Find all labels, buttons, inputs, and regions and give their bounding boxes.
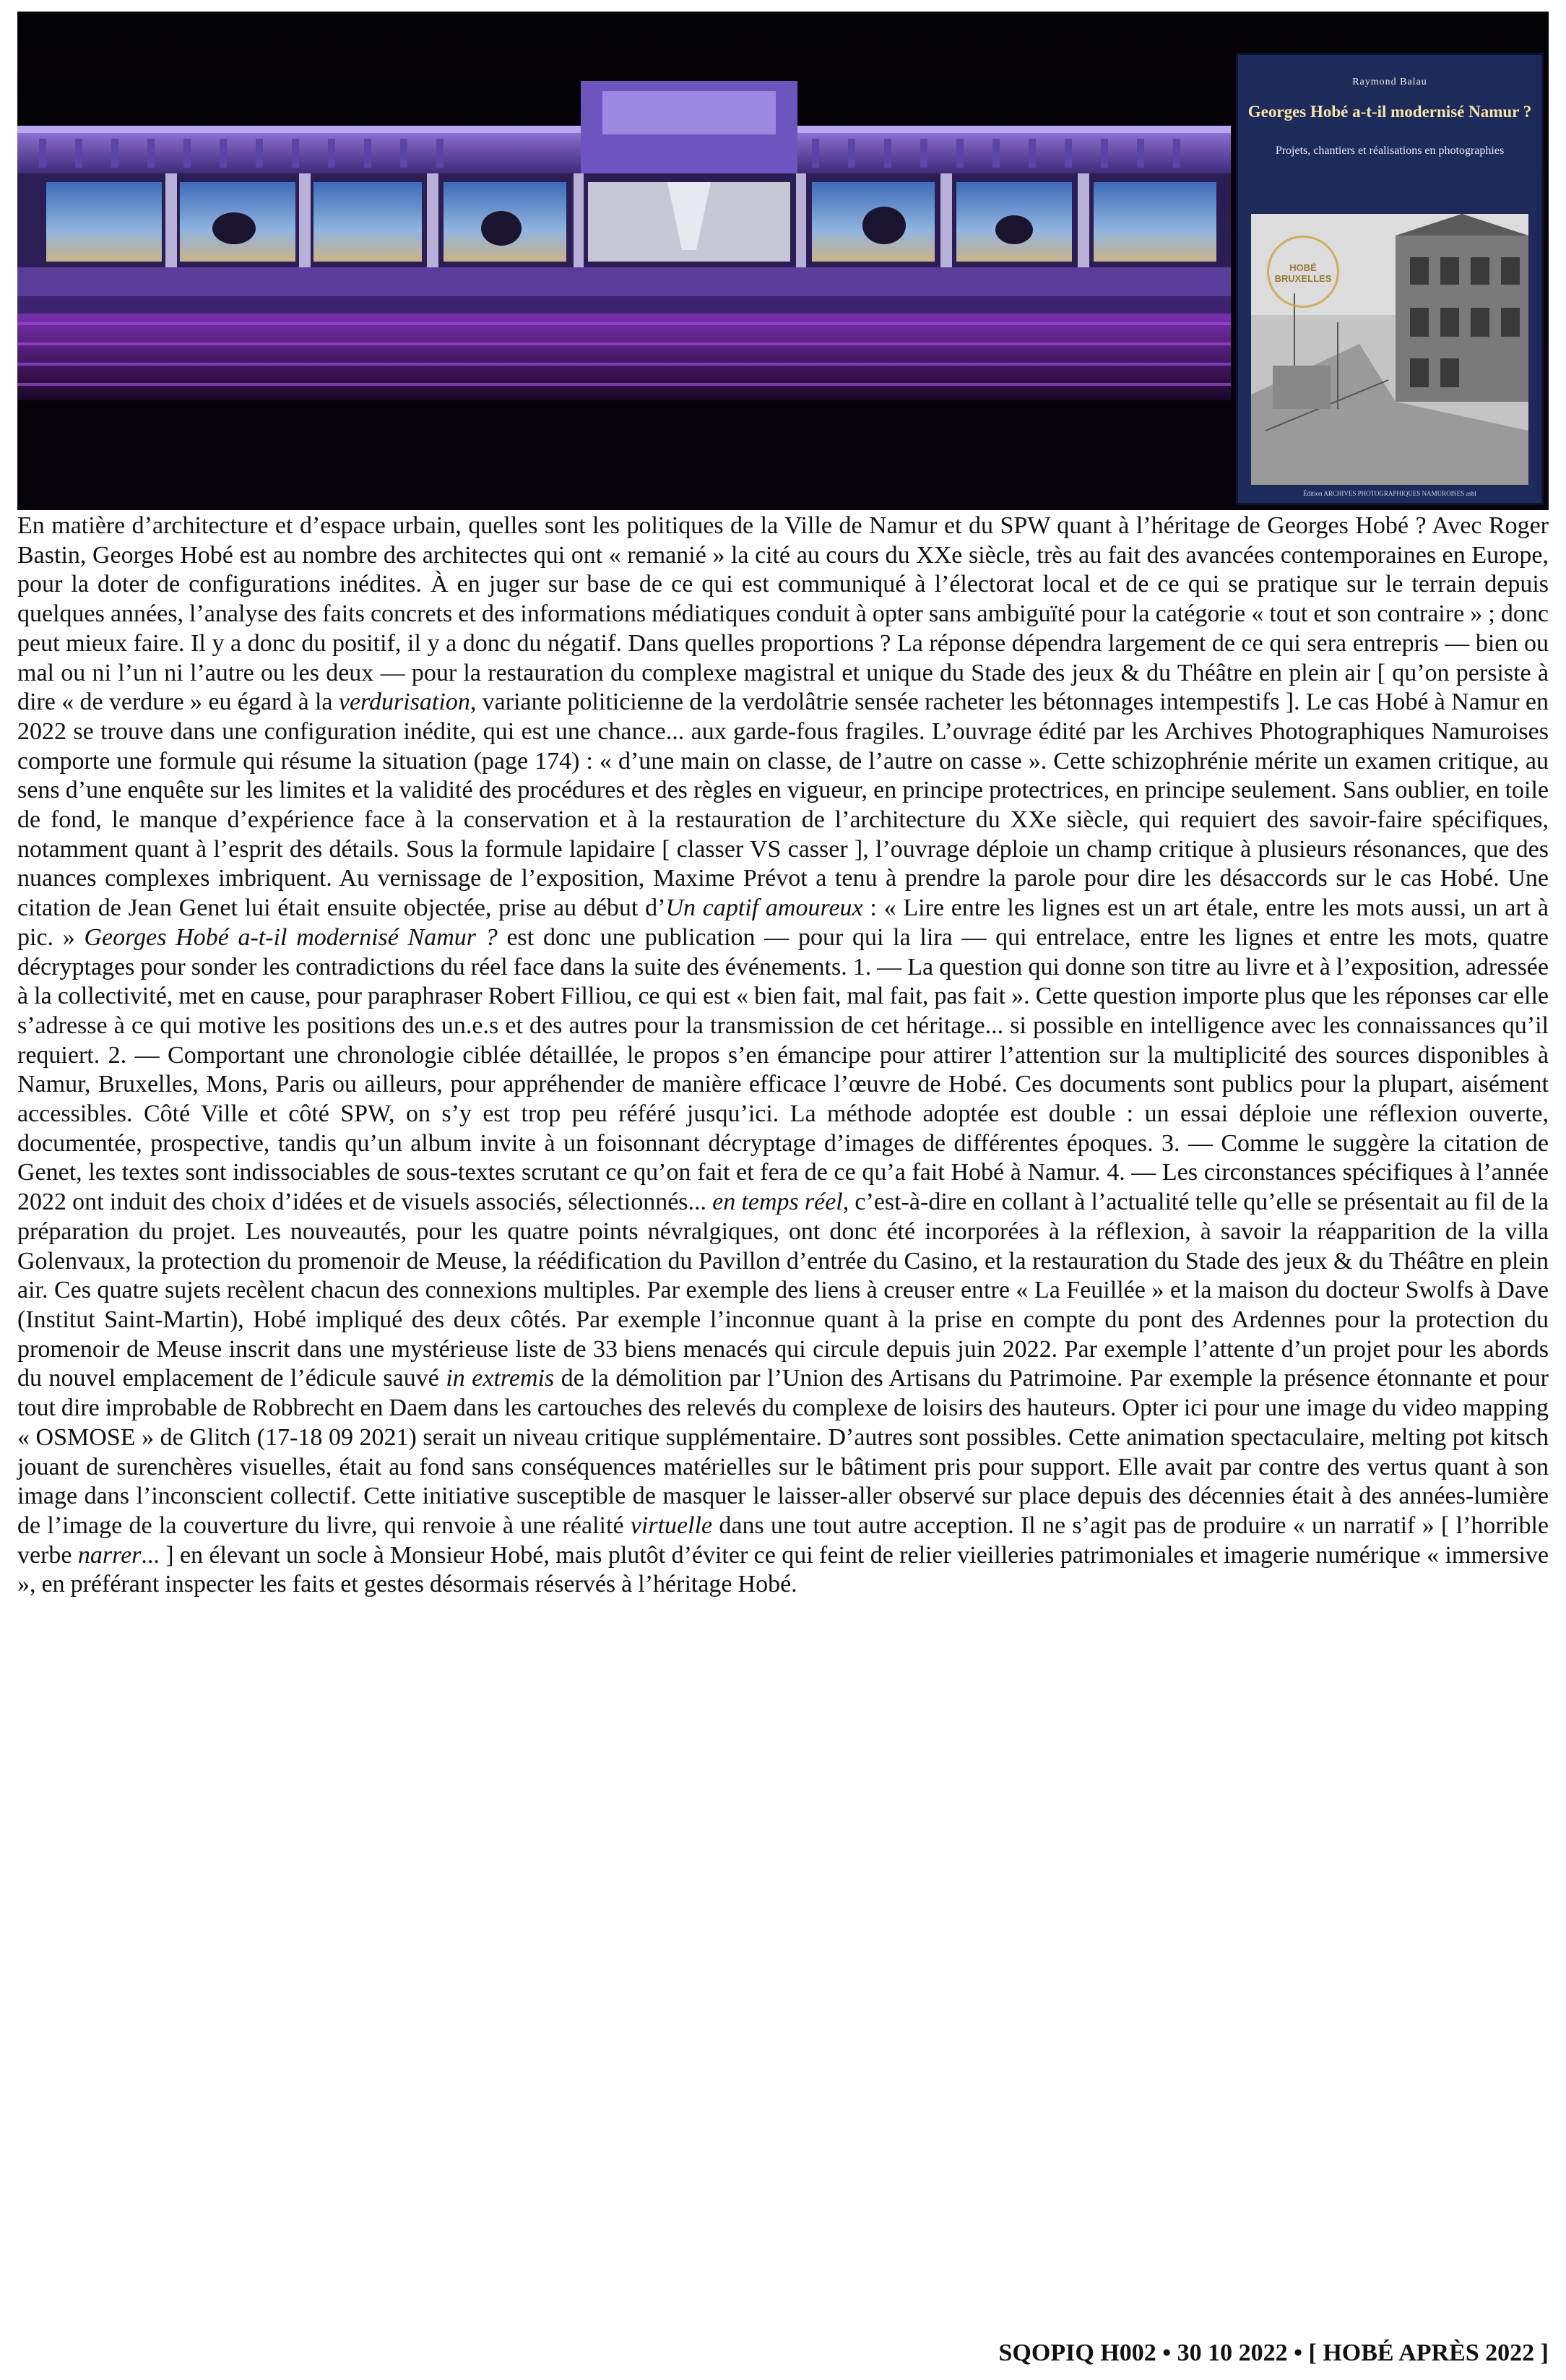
article-body xyxy=(17,512,1549,1600)
article-text: En matière d’architecture et d’espace urbain, quelles sont les politiques de la Ville de Namur et du SPW quant à l’héritage de Georges Hobé ? Avec Roger Bastin, Georges Hobé est au nombre des architectes qui ont « remanié » la cité au cours du XXe siècle, très au fait des avancées contemporaines en Europe, pour la doter de configurations inédites. À en juger sur base de ce qui est communiqué à l’électorat local et de ce qui se pratique sur le terrain depuis quelques années, l’analyse des faits concrets et des informations médiatiques conduit à opter sans ambiguïté pour la catégorie « tout et son contraire » ; donc peut mieux faire. Il y a donc du positif, il y a donc du négatif. Dans quelles proportions ? La réponse dépendra largement de ce qui sera entrepris — bien ou mal ou ni l’un ni l’autre ou les deux — pour la restauration du complexe magistral et unique du Stade des jeux & du Théâtre en plein air [ qu’on persiste à dire « de verdure » eu égard à la xyxy=(17,512,1549,716)
italic-book-title: Un captif amoureux xyxy=(665,894,863,922)
stamp-text: HOBÉ BRUXELLES xyxy=(1274,262,1332,284)
italic-term: virtuelle xyxy=(630,1512,713,1539)
italic-term: in extremis xyxy=(446,1365,555,1392)
article-text: ... ] en élevant un socle à Monsieur Hobé, mais plutôt d’éviter ce qui feint de relier vieilleries patrimoniales et imagerie numérique « immersive », en préférant inspecter les faits et gestes désormais réservés à l’héritage Hobé. xyxy=(17,1541,1549,1598)
italic-book-title: Georges Hobé a-t-il modernisé Namur ? xyxy=(84,923,498,951)
page-footer: SQOPIQ H002 • 30 10 2022 • [ HOBÉ APRÈS 2022 ] xyxy=(998,2340,1549,2366)
italic-term: verdurisation xyxy=(338,689,470,716)
book-publisher: Édition ARCHIVES PHOTOGRAPHIQUES NAMUROISES asbl xyxy=(1303,490,1476,497)
book-title: Georges Hobé a-t-il modernisé Namur ? xyxy=(1247,103,1532,121)
article-text: : « Lire entre les lignes est un art étale, entre les mots aussi, un art à pic. » xyxy=(17,894,1549,951)
book-stamp-logo xyxy=(1267,236,1339,308)
article-text: est donc une publication — pour qui la lira — qui entrelace, entre les lignes et entre les mots, quatre décryptages pour sonder les contradictions du réel face dans la suite des événements. 1. — La question qui donne son titre au livre et à l’exposition, adressée à la collectivité, met en cause, pour paraphraser Robert Filliou, ce qui est « bien fait, mal fait, pas fait ». Cette question importe plus que les réponses car elle s’adresse à ce qui motive les positions des un.e.s et des autres pour la transmission de cet héritage... si possible en intelligence avec les connaissances qu’il requiert. 2. — Comportant une chronologie ciblée détaillée, le propos s’en émancipe pour attirer l’attention sur la multiplicité des sources disponibles à Namur, Bruxelles, Mons, Paris ou ailleurs, pour appréhender de manière efficace l’œuvre de Hobé. Ces documents sont publics pour la plupart, aisément accessibles. Côté Ville et côté SPW, on s’y est trop peu référé jusqu’ici. La méthode adoptée est double : un essai déploie une réflexion ouverte, documentée, prospective, tandis qu’un album invite à un foisonnant décryptage d’images de différentes époques. 3. — Comme le suggère la citation de Genet, les textes sont indissociables de sous-textes scrutant ce qu’on fait et fera de ce qu’a fait Hobé à Namur. 4. — Les circonstances spécifiques à l’année 2022 ont induit des choix d’idées et de visuels associés, sélectionnés... xyxy=(17,923,1549,1216)
banner-photo xyxy=(17,12,1549,510)
italic-term: narrer xyxy=(77,1541,142,1569)
book-subtitle: Projets, chantiers et réalisations en photographies xyxy=(1275,145,1505,157)
book-author: Raymond Balau xyxy=(1352,77,1427,87)
article-text: , c’est-à-dire en collant à l’actualité telle qu’elle se présentait au fil de la préparation du projet. Les nouveautés, pour les quatre points névralgiques, ont donc été incorporées à la réflexion, à savoir la réapparition de la villa Golenvaux, la protection du promenoir de Meuse, la réédification du Pavillon d’entrée du Casino, et la restauration du Stade des jeux & du Théâtre en plein air. Ces quatre sujets recèlent chacun des connexions multiples. Par exemple des liens à creuser entre « La Feuillée » et la maison du docteur Swolfs à Dave (Institut Saint-Martin), Hobé impliqué des deux côtés. Par exemple l’inconnue quant à la prise en compte du pont des Ardennes pour la protection du promenoir de Meuse inscrit dans une mystérieuse liste de 33 biens menacés qui circule depuis juin 2022. Par exemple l’attente d’un projet pour les abords du nouvel emplacement de l’édicule sauvé xyxy=(17,1189,1549,1392)
italic-term: en temps réel xyxy=(712,1189,843,1216)
article-text: dans une tout autre acception. Il ne s’agit pas de produire « un narratif » [ l’horrible verbe xyxy=(17,1512,1549,1569)
book-cover xyxy=(1238,55,1541,503)
article-text: , variante politicienne de la verdolâtrie sensée racheter les bétonnages intempestifs ]. Le cas Hobé à Namur en 2022 se trouve dans une configuration inédite, qui est une chance... aux garde-fous fragiles. L’ouvrage édité par les Archives Photographiques Namuroises comporte une formule qui résume la situation (page 174) : « d’une main on classe, de l’autre on casse ». Cette schizophrénie mérite un examen critique, au sens d’une enquête sur les limites et la validité des procédures et des règles en vigueur, en principe protectrices, en principe seulement. Sans oublier, en toile de fond, le manque d’expérience face à la conservation et à la restauration de l’architecture du XXe siècle, qui requiert des savoir-faire spécifiques, notamment quant à l’esprit des détails. Sous la formule lapidaire [ classer VS casser ], l’ouvrage déploie un champ critique à plusieurs résonances, que des nuances complexes imbriquent. Au vernissage de l’exposition, Maxime Prévot a tenu à prendre la parole pour dire les désaccords sur le cas Hobé. Une citation de Jean Genet lui était ensuite objectée, prise au début d’ xyxy=(17,689,1549,922)
article-text: de la démolition par l’Union des Artisans du Patrimoine. Par exemple la présence étonnante et pour tout dire improbable de Robbrecht en Daem dans les cartouches des relevés du complexe de loisirs des hauteurs. Opter ici pour une image du video mapping « OSMOSE » de Glitch (17-18 09 2021) serait un niveau critique supplémentaire. D’autres sont possibles. Cette animation spectaculaire, melting pot kitsch jouant de surenchères visuelles, était au fond sans conséquences matérielles sur le bâtiment pris pour support. Elle avait par contre des vertus quant à son image dans l’inconscient collectif. Cette initiative susceptible de masquer le laisser-aller observé sur place depuis des décennies était à des années-lumière de l’image de la couverture du livre, qui renvoie à une réalité xyxy=(17,1365,1549,1539)
